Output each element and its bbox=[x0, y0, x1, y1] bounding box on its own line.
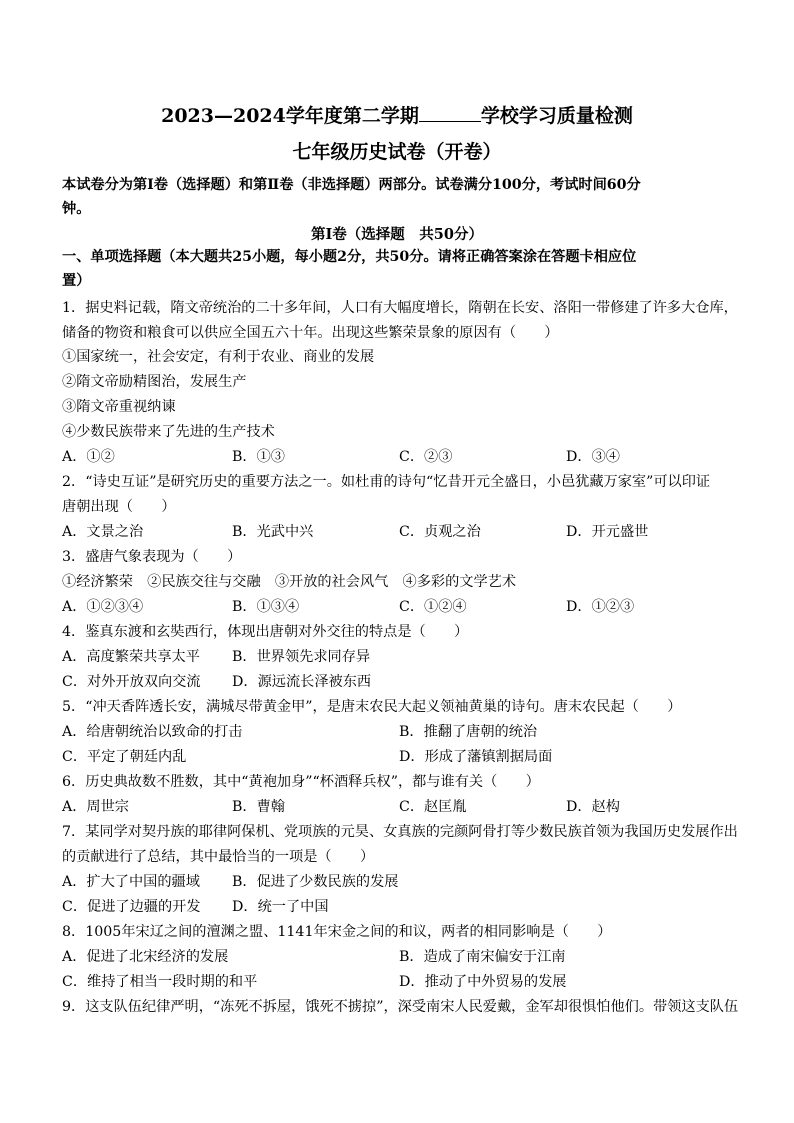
intro-line1: 本试卷分为第Ⅰ卷（选择题）和第Ⅱ卷（非选择题）两部分。试卷满分100分，考试时间60分 bbox=[62, 177, 641, 193]
exam-title bbox=[0, 101, 794, 128]
option-a: A．给唐朝统治以致命的打击 bbox=[62, 724, 243, 740]
part-title-line1: 一、单项选择题（本大题共25小题，每小题2分，共50分。请将正确答案涂在答题卡相应位 bbox=[62, 249, 637, 265]
option-b: B．促进了少数民族的发展 bbox=[232, 874, 399, 890]
option-c: C．①②④ bbox=[399, 599, 467, 615]
option-c: C．赵匡胤 bbox=[399, 799, 467, 815]
option-a: A．①②③④ bbox=[62, 599, 144, 615]
title-part2: 学校学习质量检测 bbox=[480, 105, 633, 127]
question-stem: 1．据史料记载，隋文帝统治的二十多年间，人口有大幅度增长，隋朝在长安、洛阳一带修建了许多大仓库， bbox=[62, 300, 738, 316]
option-b: B．世界领先求同存异 bbox=[232, 649, 371, 665]
question-stem: 4．鉴真东渡和玄奘西行，体现出唐朝对外交往的特点是（ ） bbox=[62, 624, 469, 640]
option-d: D．推动了中外贸易的发展 bbox=[399, 974, 567, 990]
option-d: D．统一了中国 bbox=[232, 899, 329, 915]
option-d: D．形成了藩镇割据局面 bbox=[399, 749, 553, 765]
exam-subtitle: 七年级历史试卷（开卷） bbox=[292, 141, 502, 163]
option-c: C．对外开放双向交流 bbox=[62, 674, 201, 690]
option-d: D．开元盛世 bbox=[566, 524, 649, 540]
option-d: D．①②③ bbox=[566, 599, 635, 615]
question-item: ②隋文帝励精图治，发展生产 bbox=[62, 374, 247, 390]
question-item: ①经济繁荣 ②民族交往与交融 ③开放的社会风气 ④多彩的文学艺术 bbox=[62, 574, 517, 590]
option-a: A．①② bbox=[62, 449, 115, 465]
school-name-blank bbox=[419, 103, 481, 122]
question-item: ①国家统一，社会安定，有利于农业、商业的发展 bbox=[62, 349, 375, 365]
question-stem: 5．“冲天香阵透长安，满城尽带黄金甲”，是唐末农民大起义领袖黄巢的诗句。唐末农民起（ ） bbox=[62, 699, 682, 715]
option-b: B．推翻了唐朝的统治 bbox=[399, 724, 538, 740]
option-d: D．③④ bbox=[566, 449, 620, 465]
option-b: B．造成了南宋偏安于江南 bbox=[399, 949, 566, 965]
option-c: C．②③ bbox=[399, 449, 453, 465]
option-d: D．赵构 bbox=[566, 799, 620, 815]
option-b: B．曹翰 bbox=[232, 799, 285, 815]
option-c: C．平定了朝廷内乱 bbox=[62, 749, 187, 765]
option-c: C．促进了边疆的开发 bbox=[62, 899, 201, 915]
question-stem: 9．这支队伍纪律严明，“冻死不拆屋，饿死不掳掠”，深受南宋人民爱戴，金军却很惧怕他们。带领这支队伍 bbox=[62, 999, 739, 1015]
question-stem: 6．历史典故数不胜数，其中“黄袍加身”“杯酒释兵权”，都与谁有关（ ） bbox=[62, 774, 540, 790]
question-stem: 7．某同学对契丹族的耶律阿保机、党项族的元昊、女真族的完颜阿骨打等少数民族首领为我国历史发展作出 bbox=[62, 824, 738, 840]
option-a: A．高度繁荣共享太平 bbox=[62, 649, 200, 665]
question-stem: 唐朝出现（ ） bbox=[62, 499, 176, 515]
option-b: B．光武中兴 bbox=[232, 524, 314, 540]
option-d: D．源远流长泽被东西 bbox=[232, 674, 372, 690]
intro-line2: 钟。 bbox=[62, 201, 91, 217]
option-c: C．维持了相当一段时期的和平 bbox=[62, 974, 258, 990]
question-stem: 的贡献进行了总结，其中最恰当的一项是（ ） bbox=[62, 849, 375, 865]
option-c: C．贞观之治 bbox=[399, 524, 481, 540]
question-stem: 2．“诗史互证”是研究历史的重要方法之一。如杜甫的诗句“忆昔开元全盛日，小邑犹藏万家室”可以印证 bbox=[62, 474, 711, 490]
question-stem: 8．1005年宋辽之间的澶渊之盟、1141年宋金之间的和议，两者的相同影响是（ ） bbox=[62, 924, 612, 940]
option-a: A．文景之治 bbox=[62, 524, 144, 540]
option-b: B．①③④ bbox=[232, 599, 300, 615]
question-item: ④少数民族带来了先进的生产技术 bbox=[62, 424, 275, 440]
question-item: ③隋文帝重视纳谏 bbox=[62, 399, 176, 415]
part-title-line2: 置） bbox=[62, 273, 91, 289]
section-heading: 第Ⅰ卷（选择题 共50分） bbox=[311, 226, 483, 243]
question-stem: 储备的物资和粮食可以供应全国五六十年。出现这些繁荣景象的原因有（ ） bbox=[62, 325, 559, 341]
option-a: A．促进了北宋经济的发展 bbox=[62, 949, 229, 965]
option-a: A．周世宗 bbox=[62, 799, 129, 815]
option-b: B．①③ bbox=[232, 449, 285, 465]
question-stem: 3．盛唐气象表现为（ ） bbox=[62, 549, 242, 565]
option-a: A．扩大了中国的疆域 bbox=[62, 874, 200, 890]
title-part1: 2023—2024学年度第二学期 bbox=[161, 105, 419, 127]
